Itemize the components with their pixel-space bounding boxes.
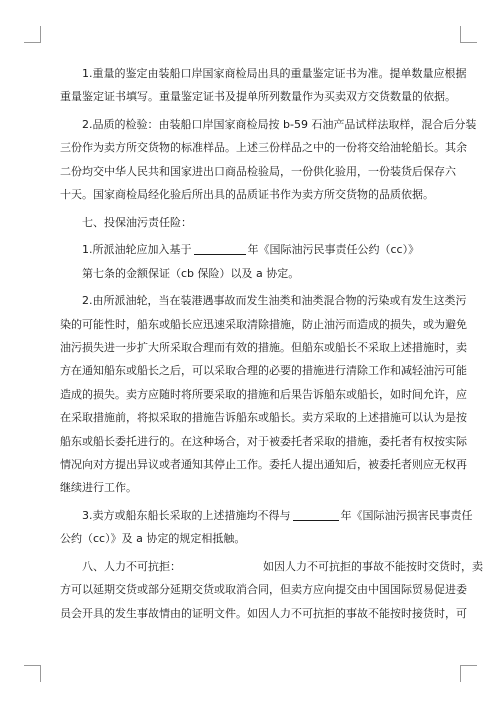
fill-in-blank xyxy=(194,243,246,255)
paragraph-text: 年《国际油污民事责任公约（cc）》 xyxy=(247,243,420,257)
paragraph-line: 第七条的金额保证（cb 保险）以及 a 协定。 xyxy=(82,266,300,280)
paragraph-line xyxy=(60,555,483,578)
crop-mark-top-right xyxy=(460,26,477,43)
paragraph-text: 3.卖方或船东船长采取的上述措施均不得与 xyxy=(82,508,291,522)
paragraph-line: 公约（cc）》及 a 协定的规定相抵触。 xyxy=(60,532,246,546)
paragraph-text: 1.所派油轮应加入基于 xyxy=(82,243,192,257)
paragraph-line: 油污损失进一步扩大所采取合理而有效的措施。但船东或船长不采取上述措施时，卖 xyxy=(60,341,467,355)
paragraph-line: 2.品质的检验：由装船口岸国家商检局按 b-59 石油产品试样法取样，混合后分装 xyxy=(82,117,477,131)
paragraph-line: 船东或船长委托进行的。在这种场合，对于被委托者采取的措施，委托者有权按实际 xyxy=(60,434,467,448)
crop-mark-top-left xyxy=(24,26,41,43)
paragraph-line: 在采取措施前，将拟采取的措施告诉船东或船长。卖方采取的上述措施可以认为是按 xyxy=(60,411,467,425)
paragraph-line: 重量鉴定证书填写。重量鉴定证书及提单所列数量作为买卖双方交货数量的依据。 xyxy=(60,90,456,104)
paragraph-line xyxy=(60,238,444,261)
paragraph-line: 1.重量的鉴定由装船口岸国家商检局出具的重量鉴定证书为准。提单数量应根据 xyxy=(82,67,467,80)
paragraph-line: 方可以延期交货或部分延期交货或取消合同，但卖方应向提交由中国国际贸易促进委 xyxy=(60,583,467,597)
crop-mark-bottom-right xyxy=(460,665,477,682)
paragraph-line: 继续进行工作。 xyxy=(60,481,137,495)
paragraph-line: 情况向对方提出异议或者通知其停止工作。委托人提出通知后，被委托者则应无权再 xyxy=(60,458,467,471)
paragraph-line xyxy=(60,504,473,527)
paragraph-line: 三份作为卖方所交货物的标准样品。上述三份样品之中的一份将交给油轮船长。其余 xyxy=(60,141,467,155)
section-heading: 七、投保油污责任险： xyxy=(82,215,192,229)
section-heading: 八、人力不可抗拒： xyxy=(82,559,181,573)
paragraph-line: 2.由所派油轮，当在装港遇事故而发生油类和油类混合物的污染或有发生这类污 xyxy=(82,294,467,308)
paragraph-line: 染的可能性时，船东或船长应迅速采取清除措施，防止油污而造成的损失，或为避免 xyxy=(60,317,467,331)
paragraph-text: 如因人力不可抗拒的事故不能按时交货时，卖 xyxy=(263,559,483,573)
document-body xyxy=(60,62,483,625)
paragraph-line: 二份均交中华人民共和国家进出口商品检验局，一份供化验用，一份装货后保存六 xyxy=(60,164,456,178)
paragraph-line: 员会开具的发生事故情由的证明文件。如因人力不可抗拒的事故不能按时接货时，可 xyxy=(60,606,467,620)
paragraph-line: 十天。国家商检局经化验后所出具的品质证书作为卖方所交货物的品质依据。 xyxy=(60,188,434,202)
paragraph-line: 造成的损失。卖方应随时将所要采取的措施和后果告诉船东或船长，如时间允许，应 xyxy=(60,387,467,401)
crop-mark-bottom-left xyxy=(24,665,41,682)
fill-in-blank xyxy=(293,509,339,521)
paragraph-text: 年《国际油污损害民事责任 xyxy=(340,508,473,522)
paragraph-line: 方在通知船东或船长之后，可以采取合理的必要的措施进行清除工作和减轻油污可能 xyxy=(60,364,467,378)
